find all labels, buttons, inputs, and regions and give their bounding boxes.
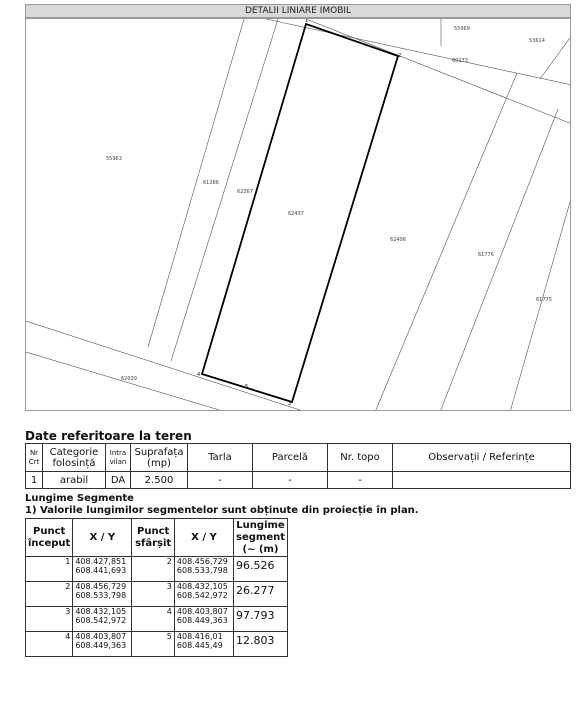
parcel-label-62039: 62039 [121, 376, 137, 382]
segment-end: 2 [132, 557, 174, 582]
cell-nr-topo: - [328, 472, 393, 489]
coord-y: 608.445,49 [176, 641, 223, 650]
segment-start: 4 [26, 632, 73, 657]
header-observatii: Observații / Referințe [393, 444, 571, 472]
parcel-label-61776: 61776 [478, 252, 494, 258]
cell-categorie: arabil [43, 472, 106, 489]
segment-end-coords [174, 557, 233, 582]
vertex-label-4: 4 [197, 372, 201, 378]
road-edge-top [266, 19, 571, 85]
header-parcela: Parcelă [253, 444, 328, 472]
header-categorie: Categorie folosință [43, 444, 106, 472]
coord-y: 608.441,693 [75, 566, 127, 575]
parcel-line [510, 195, 571, 411]
parcel-label-60173: 60173 [452, 58, 468, 64]
land-data-row [26, 472, 571, 489]
segment-end-coords [174, 607, 233, 632]
segment-row [26, 557, 288, 582]
header-intravilan: Intra vilan [106, 444, 131, 472]
coord-x: 408.403,807 [75, 632, 127, 641]
parcel-plan [25, 18, 571, 411]
segment-end: 4 [132, 607, 174, 632]
coord-y: 608.542,972 [176, 591, 228, 600]
segment-length: 12.803 [234, 632, 288, 657]
vertex-label-1: 1 [305, 19, 309, 24]
segment-row [26, 607, 288, 632]
segment-length: 26.277 [234, 582, 288, 607]
land-data-table [25, 443, 571, 489]
segment-start-coords [73, 632, 132, 657]
segments-header-row [26, 519, 288, 557]
segment-start: 3 [26, 607, 73, 632]
parcel-label-62367: 62367 [237, 189, 253, 195]
segment-end-coords [174, 632, 233, 657]
parcel-line [440, 109, 558, 411]
land-data-title: Date referitoare la teren [25, 429, 192, 443]
coord-y: 608.449,363 [75, 641, 127, 650]
segment-row [26, 632, 288, 657]
coord-y: 608.533,798 [75, 591, 127, 600]
header-nr-crt: Nr Crt [26, 444, 43, 472]
segments-note: 1) Valorile lungimilor segmentelor sunt obținute din proiecție în plan. [25, 505, 419, 516]
road-edge-bottom [306, 19, 571, 124]
land-data-header-row [26, 444, 571, 472]
segment-start: 2 [26, 582, 73, 607]
header-lungime: Lungime segment (~ (m) [234, 519, 288, 557]
segment-end: 5 [132, 632, 174, 657]
header-suprafata: Suprafața (mp) [131, 444, 188, 472]
segment-start-coords [73, 557, 132, 582]
cell-intravilan: DA [106, 472, 131, 489]
coord-x: 408.432,105 [75, 607, 127, 616]
segments-table [25, 518, 288, 657]
segment-start-coords [73, 607, 132, 632]
segment-row [26, 582, 288, 607]
parcel-map [26, 19, 571, 411]
coord-x: 408.427,851 [75, 557, 127, 566]
segment-start: 1 [26, 557, 73, 582]
header-nr-topo: Nr. topo [328, 444, 393, 472]
parcel-label-62437: 62437 [288, 211, 304, 217]
segment-length: 97.793 [234, 607, 288, 632]
cell-observatii [393, 472, 571, 489]
parcel-label-55963: 55963 [106, 156, 122, 162]
road-edge-top-bottomleft [26, 321, 306, 411]
coord-x: 408.416,01 [176, 632, 223, 641]
coord-x: 408.432,105 [176, 582, 228, 591]
parcel-label-53614: 53614 [529, 38, 545, 44]
coord-y: 608.533,798 [176, 566, 228, 575]
parcel-label-61286: 61286 [203, 180, 219, 186]
parcel-label-55969: 55969 [454, 26, 470, 32]
coord-x: 408.403,807 [176, 607, 228, 616]
plan-header: DETALII LINIARE IMOBIL [25, 4, 571, 18]
header-punct-sfarsit: Punct sfârșit [132, 519, 174, 557]
parcel-line [171, 19, 278, 361]
coord-x: 408.456,729 [176, 557, 228, 566]
segment-start-coords [73, 582, 132, 607]
coord-y: 608.449,363 [176, 616, 228, 625]
vertex-label-2: 2 [398, 53, 402, 59]
cell-suprafata: 2.500 [131, 472, 188, 489]
header-xy-start: X / Y [73, 519, 132, 557]
coord-y: 608.542,972 [75, 616, 127, 625]
segment-length: 96.526 [234, 557, 288, 582]
segment-end-coords [174, 582, 233, 607]
header-punct-inceput: Punct început [26, 519, 73, 557]
header-tarla: Tarla [188, 444, 253, 472]
coord-x: 408.456,729 [75, 582, 127, 591]
cell-tarla: - [188, 472, 253, 489]
segment-end: 3 [132, 582, 174, 607]
vertex-label-5: 5 [245, 384, 249, 390]
cell-nr: 1 [26, 472, 43, 489]
parcel-line [148, 19, 244, 347]
parcel-label-61775: 61775 [536, 297, 552, 303]
header-xy-end: X / Y [174, 519, 233, 557]
segments-title: Lungime Segmente [25, 493, 134, 504]
vertex-label-3: 3 [288, 401, 292, 407]
cell-parcela: - [253, 472, 328, 489]
parcel-label-62406: 62406 [390, 237, 406, 243]
